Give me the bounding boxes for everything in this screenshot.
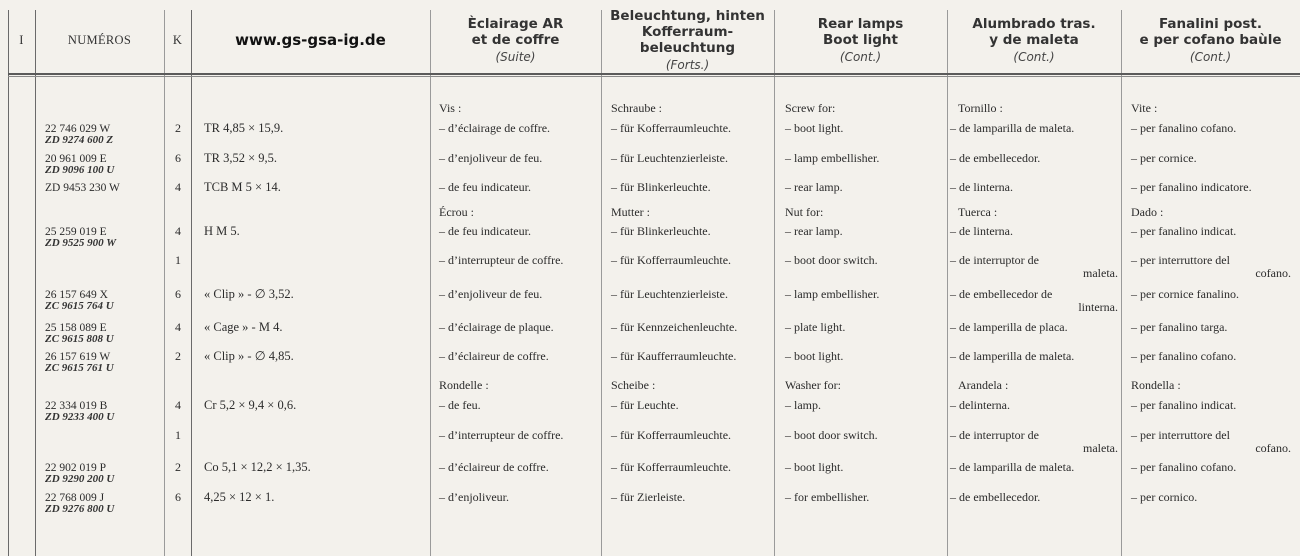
- description-english: – lamp embellisher.: [785, 151, 880, 165]
- description-english: – rear lamp.: [785, 224, 843, 238]
- description-french: – d’enjoliveur.: [439, 490, 509, 504]
- description-italian: – per cornice fanalino.: [1131, 287, 1239, 301]
- section-heading-fr: Vis :: [439, 101, 462, 115]
- header-k: [164, 8, 191, 72]
- description-spanish: linterna.: [1078, 300, 1118, 314]
- header-it-subtitle: (Cont.): [1189, 49, 1232, 64]
- description-spanish: – de embellecedor de: [950, 287, 1053, 301]
- header-english: [774, 8, 947, 72]
- description-spanish: – de lamperilla de placa.: [950, 320, 1068, 334]
- quantity: 6: [175, 490, 181, 504]
- section-heading-en: Screw for:: [785, 101, 836, 115]
- alt-part-number: ZC 9615 808 U: [45, 333, 114, 345]
- dimension: H M 5.: [204, 224, 240, 238]
- column-divider: [35, 10, 36, 556]
- header-en-title: Boot light: [823, 31, 898, 48]
- dimension: TR 3,52 × 9,5.: [204, 151, 278, 165]
- column-divider: [191, 10, 192, 556]
- quantity: 1: [175, 253, 181, 267]
- description-spanish: – de linterna.: [950, 224, 1013, 238]
- header-en-subtitle: (Cont.): [839, 49, 882, 64]
- section-heading-en: Nut for:: [785, 205, 824, 219]
- header-fr-subtitle: (Suite): [495, 49, 536, 64]
- description-spanish: – de lamparilla de maleta.: [950, 460, 1075, 474]
- description-italian: cofano.: [1255, 266, 1291, 280]
- description-italian: – per cornice.: [1131, 151, 1197, 165]
- alt-part-number: ZD 9096 100 U: [45, 164, 115, 176]
- dimension: Cr 5,2 × 9,4 × 0,6.: [204, 398, 297, 412]
- section-heading-it: Rondella :: [1131, 378, 1181, 392]
- description-italian: – per fanalino indicatore.: [1131, 180, 1252, 194]
- section-heading-en: Washer for:: [785, 378, 842, 392]
- header-de-title: beleuchtung: [639, 39, 736, 56]
- header-fr-title: Èclairage AR: [467, 15, 564, 32]
- description-english: – plate light.: [785, 320, 846, 334]
- header-spanish: [947, 8, 1121, 72]
- alt-part-number: ZC 9615 764 U: [45, 300, 114, 312]
- part-number: 26 157 649 X: [45, 289, 108, 301]
- description-italian: – per cornico.: [1131, 490, 1198, 504]
- header-website: [191, 8, 430, 72]
- header-it-title: e per cofano baùle: [1139, 31, 1282, 48]
- section-heading-fr: Écrou :: [439, 205, 474, 219]
- section-heading-it: Vite :: [1131, 101, 1158, 115]
- description-spanish: – de interruptor de: [950, 253, 1039, 267]
- description-french: – d’enjoliveur de feu.: [439, 151, 543, 165]
- header-es-title: y de maleta: [989, 31, 1079, 48]
- description-german: – für Zierleiste.: [611, 490, 686, 504]
- description-italian: – per fanalino cofano.: [1131, 460, 1237, 474]
- header-fr-title: et de coffre: [471, 31, 560, 48]
- description-italian: – per fanalino indicat.: [1131, 224, 1237, 238]
- description-german: – für Kennzeichenleuchte.: [611, 320, 738, 334]
- description-english: – for embellisher.: [785, 490, 870, 504]
- header-french: [430, 8, 601, 72]
- header-index-label: I: [19, 32, 24, 47]
- quantity: 2: [175, 349, 181, 363]
- column-divider: [430, 10, 431, 556]
- description-french: – de feu indicateur.: [439, 224, 531, 238]
- part-number: 20 961 009 E: [45, 153, 107, 165]
- header-numbers-label: NUMÉROS: [67, 32, 132, 47]
- quantity: 4: [175, 320, 181, 334]
- description-italian: – per fanalino cofano.: [1131, 121, 1237, 135]
- description-italian: – per fanalino cofano.: [1131, 349, 1237, 363]
- section-heading-it: Dado :: [1131, 205, 1164, 219]
- header-rule: [8, 73, 1300, 75]
- description-italian: – per fanalino indicat.: [1131, 398, 1237, 412]
- description-french: – de feu.: [439, 398, 481, 412]
- section-heading-de: Schraube :: [611, 101, 662, 115]
- header-it-title: Fanalini post.: [1158, 15, 1262, 32]
- description-italian: – per fanalino targa.: [1131, 320, 1228, 334]
- description-german: – für Leuchte.: [611, 398, 679, 412]
- part-number: 25 259 019 E: [45, 226, 107, 238]
- description-french: – d’éclairage de plaque.: [439, 320, 554, 334]
- part-number: 22 902 019 P: [45, 462, 107, 474]
- quantity: 6: [175, 151, 181, 165]
- website-watermark: www.gs-gsa-ig.de: [235, 31, 386, 49]
- header-german: [601, 8, 774, 72]
- quantity: 1: [175, 428, 181, 442]
- dimension: TCB M 5 × 14.: [204, 180, 281, 194]
- header-index: [8, 8, 35, 72]
- header-numbers: [35, 8, 164, 72]
- description-german: – für Leuchtenzierleiste.: [611, 287, 728, 301]
- column-divider: [1121, 10, 1122, 556]
- part-number: 22 334 019 B: [45, 400, 108, 412]
- column-divider: [164, 10, 165, 556]
- description-english: – rear lamp.: [785, 180, 843, 194]
- section-heading-es: Tornillo :: [958, 101, 1003, 115]
- quantity: 6: [175, 287, 181, 301]
- description-italian: cofano.: [1255, 441, 1291, 455]
- part-number: 26 157 619 W: [45, 351, 111, 363]
- section-heading-es: Tuerca :: [958, 205, 998, 219]
- header-de-title: Beleuchtung, hinten: [610, 7, 765, 24]
- column-divider: [774, 10, 775, 556]
- section-heading-de: Mutter :: [611, 205, 650, 219]
- description-italian: – per interruttore del: [1131, 253, 1230, 267]
- quantity: 4: [175, 224, 181, 238]
- description-french: – de feu indicateur.: [439, 180, 531, 194]
- alt-part-number: ZD 9290 200 U: [45, 473, 115, 485]
- description-french: – d’interrupteur de coffre.: [439, 428, 564, 442]
- section-heading-es: Arandela :: [958, 378, 1009, 392]
- part-number: 22 768 009 J: [45, 492, 105, 504]
- dimension: 4,25 × 12 × 1.: [204, 490, 275, 504]
- column-divider: [8, 10, 9, 556]
- dimension: TR 4,85 × 15,9.: [204, 121, 284, 135]
- description-german: – für Blinkerleuchte.: [611, 180, 711, 194]
- description-italian: – per interruttore del: [1131, 428, 1230, 442]
- description-german: – für Kaufferraumleuchte.: [611, 349, 737, 363]
- dimension: « Clip » - ∅ 3,52.: [204, 287, 294, 301]
- header-en-title: Rear lamps: [817, 15, 904, 32]
- dimension: « Cage » - M 4.: [204, 320, 283, 334]
- quantity: 4: [175, 398, 181, 412]
- description-french: – d’interrupteur de coffre.: [439, 253, 564, 267]
- description-english: – boot light.: [785, 460, 844, 474]
- description-english: – boot door switch.: [785, 428, 878, 442]
- description-english: – lamp.: [785, 398, 821, 412]
- header-de-title: Kofferraum-: [641, 23, 734, 40]
- quantity: 2: [175, 121, 181, 135]
- description-german: – für Leuchtenzierleiste.: [611, 151, 728, 165]
- description-spanish: – de embellecedor.: [950, 151, 1041, 165]
- description-french: – d’éclairage de coffre.: [439, 121, 551, 135]
- alt-part-number: ZD 9276 800 U: [45, 503, 115, 515]
- alt-part-number: ZD 9274 600 Z: [45, 134, 114, 146]
- dimension: Co 5,1 × 12,2 × 1,35.: [204, 460, 311, 474]
- column-divider: [947, 10, 948, 556]
- description-english: – boot light.: [785, 349, 844, 363]
- description-french: – d’enjoliveur de feu.: [439, 287, 543, 301]
- description-spanish: maleta.: [1083, 266, 1118, 280]
- description-english: – boot door switch.: [785, 253, 878, 267]
- description-german: – für Blinkerleuchte.: [611, 224, 711, 238]
- description-german: – für Kofferraumleuchte.: [611, 121, 732, 135]
- description-english: – boot light.: [785, 121, 844, 135]
- header-es-title: Alumbrado tras.: [972, 15, 1096, 32]
- alt-part-number: ZC 9615 761 U: [45, 362, 114, 374]
- description-english: – lamp embellisher.: [785, 287, 880, 301]
- alt-part-number: ZD 9233 400 U: [45, 411, 115, 423]
- header-italian: [1121, 8, 1300, 72]
- quantity: 2: [175, 460, 181, 474]
- description-spanish: – de linterna.: [950, 180, 1013, 194]
- description-german: – für Kofferraumleuchte.: [611, 460, 732, 474]
- part-number: 25 158 089 E: [45, 322, 107, 334]
- section-heading-fr: Rondelle :: [439, 378, 489, 392]
- description-german: – für Kofferraumleuchte.: [611, 428, 732, 442]
- description-spanish: maleta.: [1083, 441, 1118, 455]
- header-es-subtitle: (Cont.): [1013, 49, 1055, 64]
- description-spanish: – de interruptor de: [950, 428, 1039, 442]
- header-rule-secondary: [8, 76, 1300, 77]
- header-de-subtitle: (Forts.): [665, 57, 710, 72]
- alt-part-number: ZD 9525 900 W: [45, 237, 116, 249]
- quantity: 4: [175, 180, 181, 194]
- description-spanish: – de lamperilla de maleta.: [950, 349, 1075, 363]
- section-heading-de: Scheibe :: [611, 378, 656, 392]
- dimension: « Clip » - ∅ 4,85.: [204, 349, 294, 363]
- description-german: – für Kofferraumleuchte.: [611, 253, 732, 267]
- header-k-label: K: [172, 32, 183, 47]
- description-spanish: – de embellecedor.: [950, 490, 1041, 504]
- description-spanish: – delinterna.: [950, 398, 1010, 412]
- part-number: ZD 9453 230 W: [45, 182, 120, 194]
- column-divider: [601, 10, 602, 556]
- part-number: 22 746 029 W: [45, 123, 111, 135]
- description-spanish: – de lamparilla de maleta.: [950, 121, 1075, 135]
- description-french: – d’éclaireur de coffre.: [439, 460, 549, 474]
- description-french: – d’éclaireur de coffre.: [439, 349, 549, 363]
